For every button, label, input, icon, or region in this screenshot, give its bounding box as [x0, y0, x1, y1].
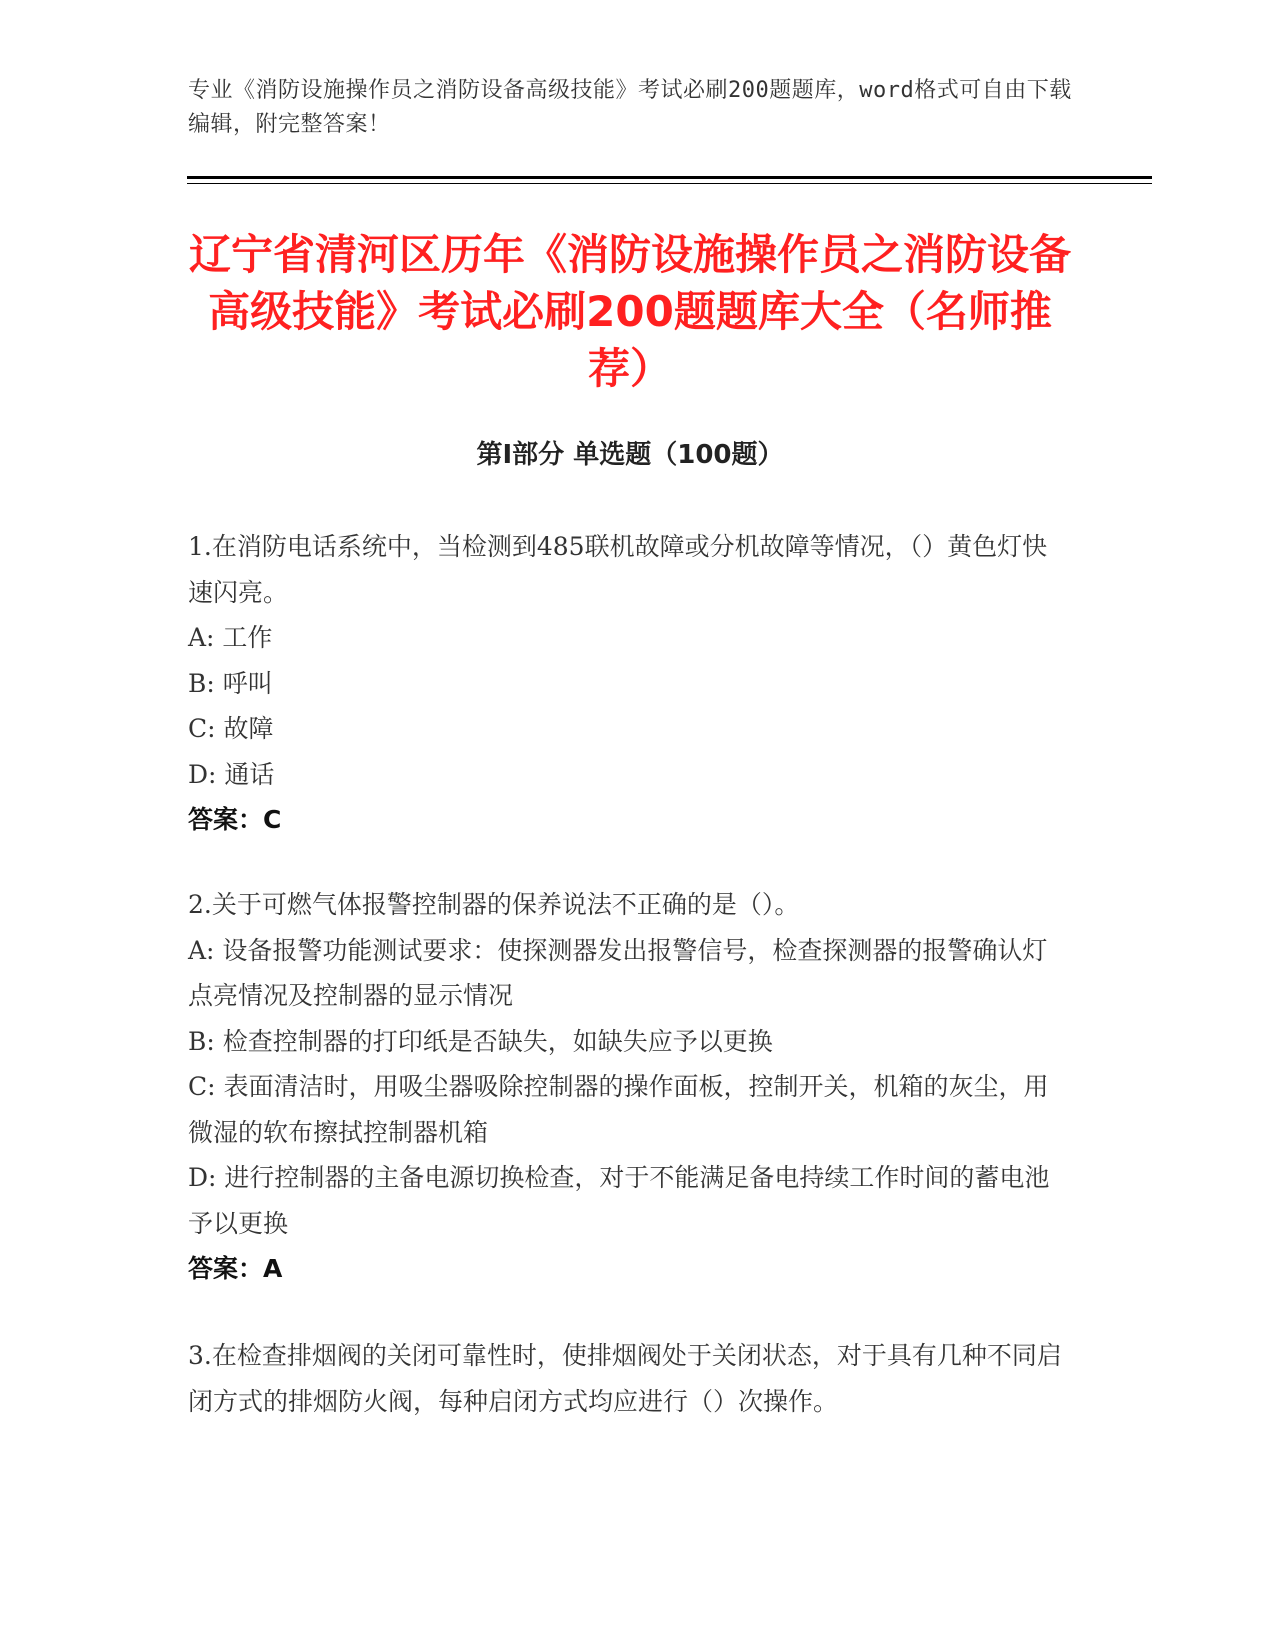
- question-stem: 3.在检查排烟阀的关闭可靠性时，使排烟阀处于关闭状态，对于具有几种不同启闭方式的排烟防火阀，每种启闭方式均应进行（）次操作。: [188, 1341, 1062, 1416]
- document-title: 辽宁省清河区历年《消防设施操作员之消防设备高级技能》考试必刷200题题库大全（名师推荐）: [188, 230, 1071, 393]
- option-d: D: 进行控制器的主备电源切换检查，对于不能满足备电持续工作时间的蓄电池予以更换: [188, 1163, 1050, 1238]
- header-note: 专业《消防设施操作员之消防设备高级技能》考试必刷200题题库，word格式可自由下载编辑，附完整答案！: [188, 78, 1072, 137]
- question-stem: 1.在消防电话系统中，当检测到485联机故障或分机故障等情况，（）黄色灯快速闪亮。: [188, 532, 1048, 607]
- answer: 答案：A: [188, 1254, 283, 1283]
- option-a: A: 设备报警功能测试要求：使探测器发出报警信号，检查探测器的报警确认灯点亮情况及控制器的显示情况: [188, 935, 1048, 1010]
- question-2: [188, 882, 1068, 1292]
- option-c: C: 表面清洁时，用吸尘器吸除控制器的操作面板，控制开关，机箱的灰尘，用微湿的软布擦拭控制器机箱: [188, 1072, 1049, 1147]
- option-a: A: 工作: [188, 623, 273, 652]
- option-c: C: 故障: [188, 714, 274, 743]
- question-stem: 2.关于可燃气体报警控制器的保养说法不正确的是（）。: [188, 890, 800, 919]
- option-b: B: 检查控制器的打印纸是否缺失，如缺失应予以更换: [188, 1026, 773, 1056]
- question-3: [188, 1333, 1068, 1424]
- option-b: B: 呼叫: [188, 668, 273, 698]
- option-d: D: 通话: [188, 759, 275, 789]
- header-divider-thick: [187, 176, 1152, 179]
- answer: 答案：C: [188, 805, 282, 834]
- question-1: [188, 524, 1068, 843]
- section-title: 第I部分 单选题（100题）: [476, 440, 784, 470]
- header-divider-thin: [187, 183, 1152, 184]
